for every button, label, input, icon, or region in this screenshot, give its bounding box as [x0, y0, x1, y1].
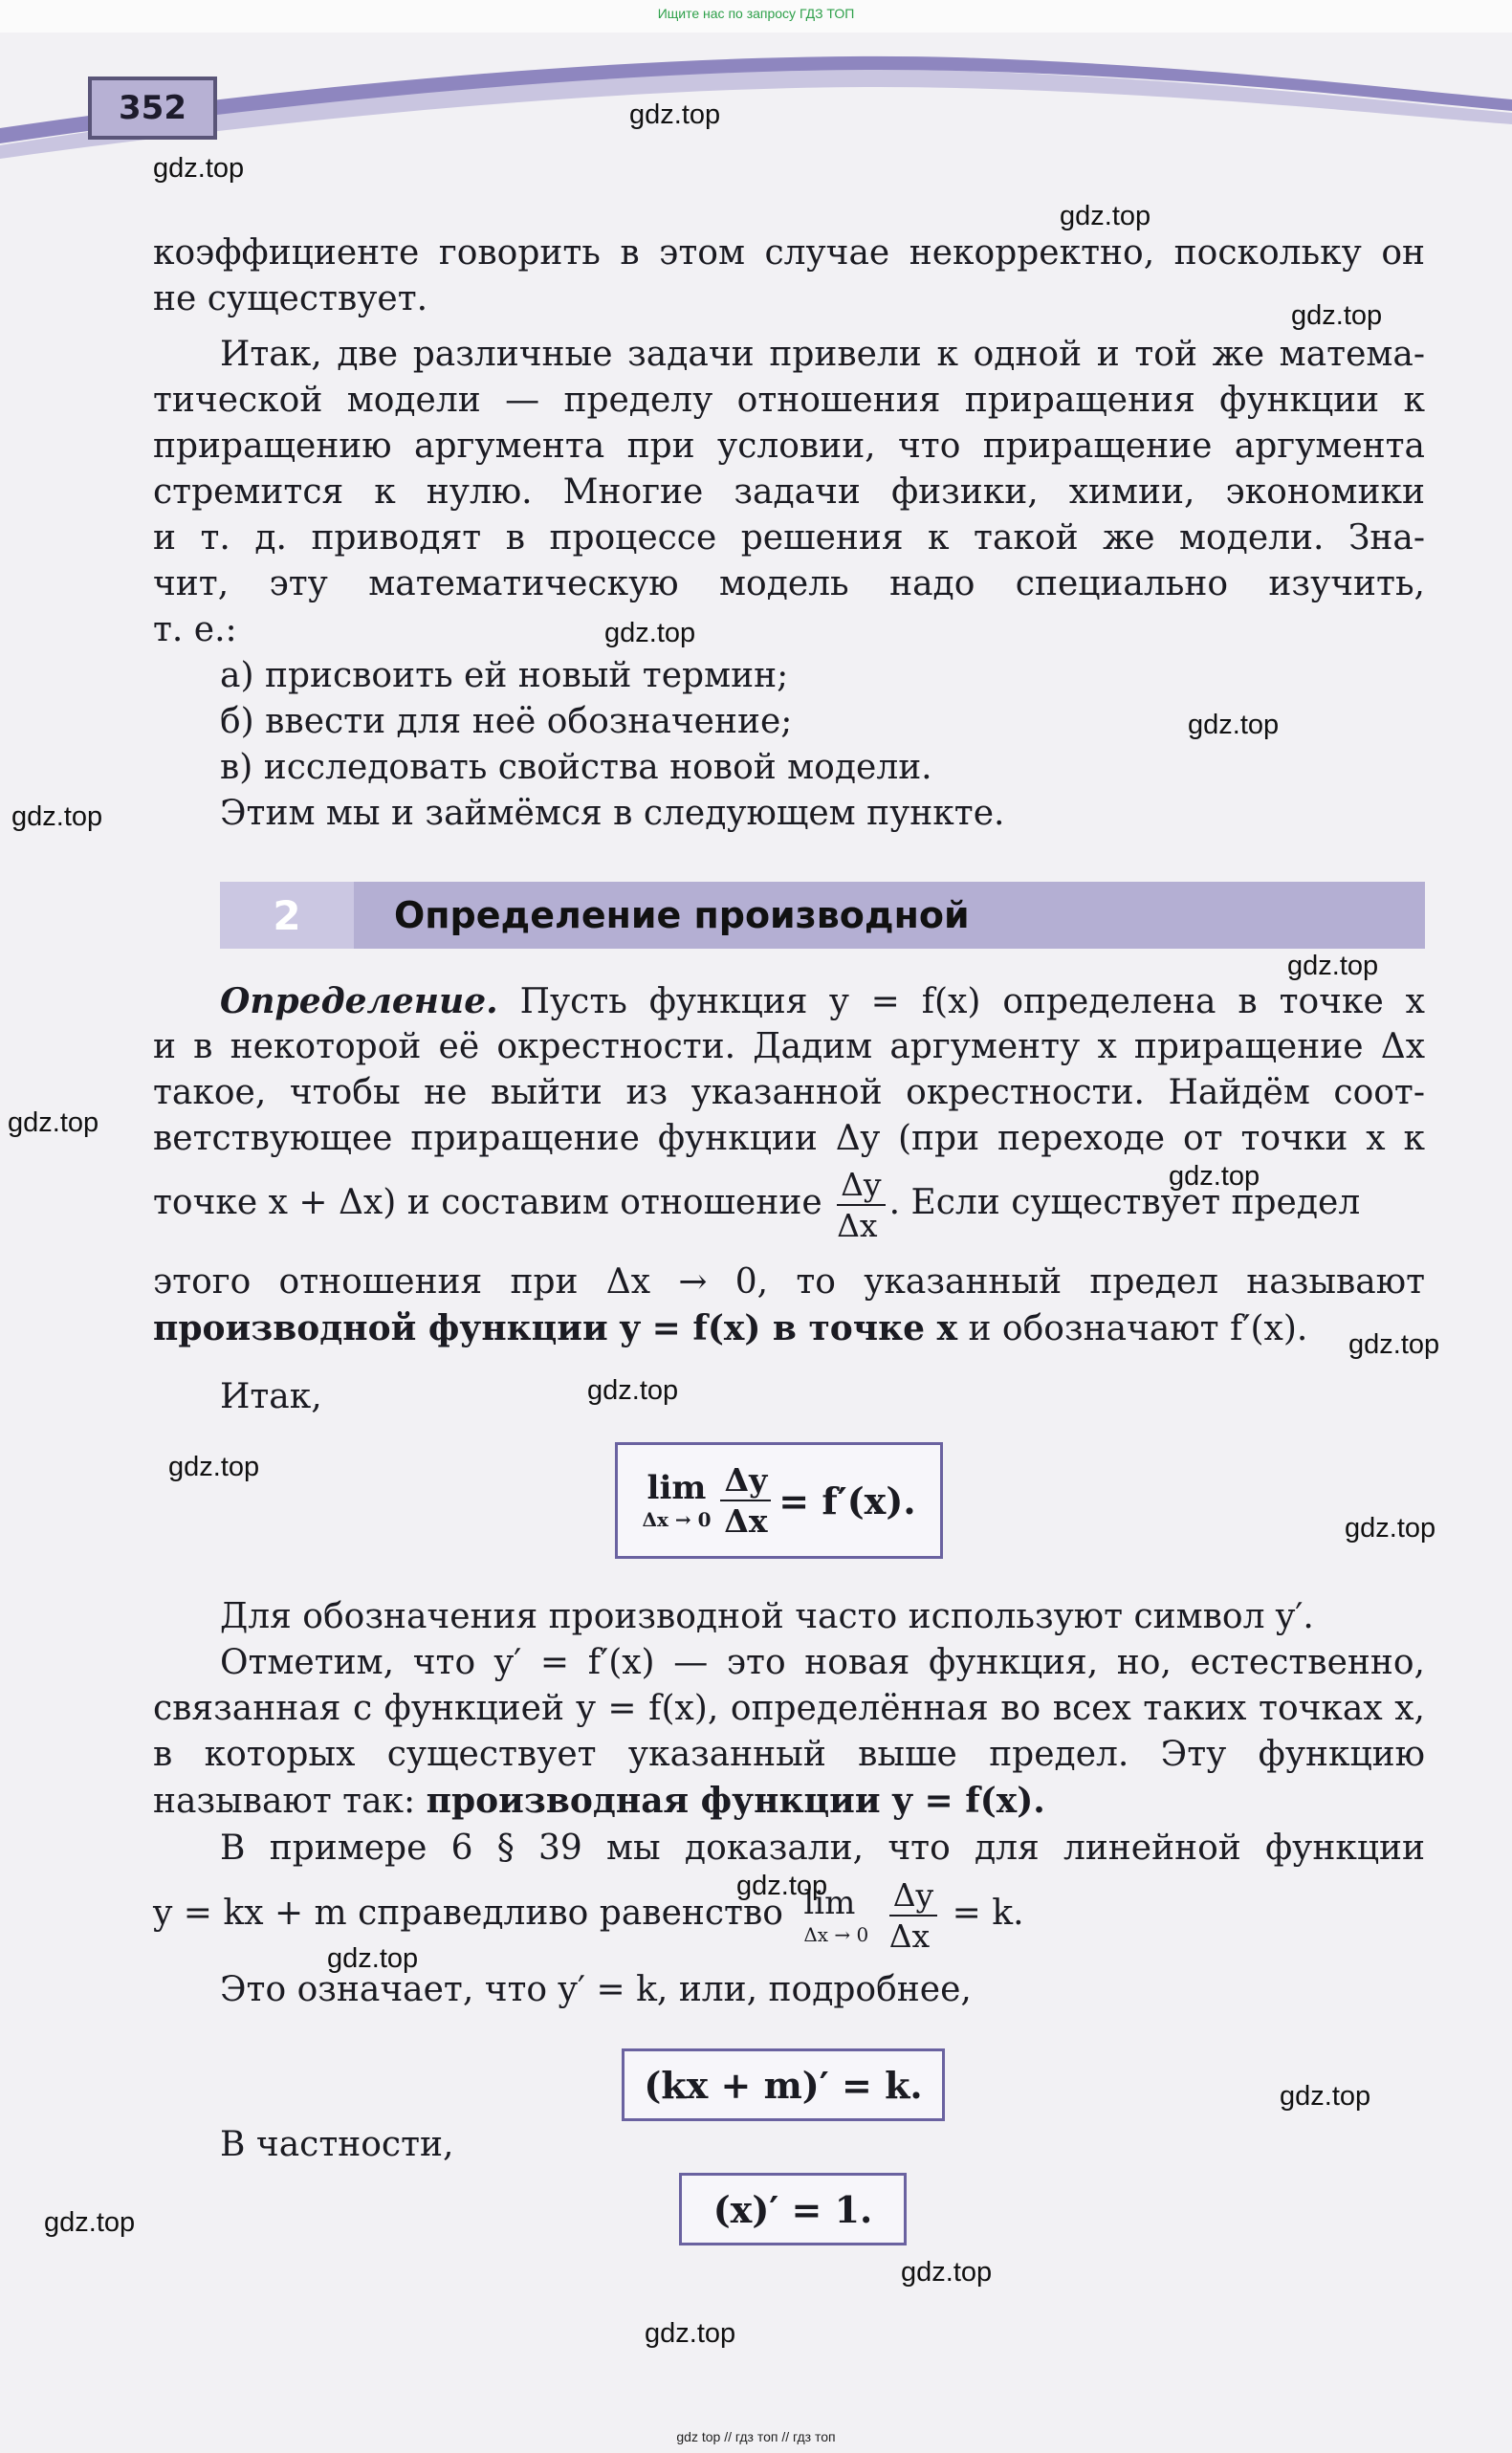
text-line: называют так: производная функции y = f(x). [153, 1781, 1045, 1821]
watermark: gdz.top [168, 1452, 260, 1482]
text-line: т. е.: [153, 610, 237, 649]
list-item: а) присвоить ей новый термин; [220, 656, 789, 695]
text-line: стремится к нулю. Многие задачи физики, химии, экономики [153, 472, 1425, 512]
text-line: связанная с функцией y = f(x), определённая во всех таких точках x, [153, 1689, 1425, 1728]
text-line: и т. д. приводят в процессе решения к такой же модели. Зна- [153, 518, 1425, 558]
definition-line: производной функции y = f(x) в точке x и обозначают f′(x). [153, 1308, 1308, 1348]
list-item: б) ввести для неё обозначение; [220, 702, 793, 741]
formula-box-linear: (kx + m)′ = k. [622, 2048, 945, 2121]
definition-label: Определение. [220, 981, 498, 1021]
watermark: gdz.top [629, 99, 721, 130]
text-line: В частности, [220, 2125, 454, 2164]
top-note: Ищите нас по запросу ГДЗ ТОП [657, 6, 855, 21]
section-number: 2 [220, 882, 354, 949]
watermark: gdz.top [1280, 2081, 1371, 2112]
watermark: gdz.top [8, 1107, 99, 1138]
text-line: Итак, [220, 1377, 322, 1416]
text-line: приращению аргумента при условии, что приращение аргумента [153, 427, 1425, 466]
text-line: Это означает, что y′ = k, или, подробнее, [220, 1970, 972, 2009]
text-line: не существует. [153, 279, 428, 318]
text-line: y = kx + m справедливо равенство lim Δx → 0 $\frac{\Delta y}{\Delta x}$ = k. [153, 1876, 1024, 1955]
fraction-dy-dx: $\frac{\Delta y}{\Delta x}$ [837, 1169, 885, 1241]
watermark: gdz.top [1345, 1513, 1436, 1544]
header-band [0, 33, 1512, 166]
text-line: Отметим, что y′ = f′(x) — это новая функция, но, естественно, [220, 1643, 1425, 1682]
text-line: коэффициенте говорить в этом случае некорректно, поскольку он [153, 233, 1425, 273]
watermark: gdz.top [901, 2257, 993, 2288]
list-item: в) исследовать свойства новой модели. [220, 748, 932, 787]
definition-line: Определение. Пусть функция y = f(x) определена в точке x [220, 981, 1425, 1021]
page-number: 352 [88, 77, 217, 140]
definition-line: такое, чтобы не выйти из указанной окрестности. Найдём соот- [153, 1073, 1425, 1112]
section-title: Определение производной [394, 894, 970, 936]
watermark: gdz.top [44, 2207, 136, 2238]
formula-box-derivative: lim Δx → 0 $\frac{\Delta y}{\Delta x}$ = f′(x). [615, 1442, 943, 1559]
watermark: gdz.top [327, 1943, 419, 1974]
footer-note: gdz top // гдз топ // гдз топ [676, 2429, 836, 2444]
text-line: Для обозначения производной часто используют символ y′. [220, 1597, 1314, 1636]
watermark: gdz.top [736, 1871, 828, 1901]
formula-box-x: (x)′ = 1. [679, 2173, 907, 2245]
watermark: gdz.top [153, 153, 245, 184]
watermark: gdz.top [587, 1375, 679, 1406]
definition-line: и в некоторой её окрестности. Дадим аргументу x приращение Δx [153, 1027, 1425, 1066]
watermark: gdz.top [1348, 1329, 1440, 1360]
watermark: gdz.top [1291, 300, 1383, 331]
text-line: в которых существует указанный выше предел. Эту функцию [153, 1735, 1425, 1774]
text-line: Этим мы и займёмся в следующем пункте. [220, 794, 1005, 833]
text-line: тической модели — пределу отношения приращения функции к [153, 381, 1425, 420]
watermark: gdz.top [604, 618, 696, 648]
watermark: gdz.top [1060, 201, 1151, 231]
text-line: В примере 6 § 39 мы доказали, что для линейной функции [220, 1829, 1425, 1868]
watermark: gdz.top [1169, 1161, 1260, 1192]
text-line: чит, эту математическую модель надо специально изучить, [153, 564, 1425, 603]
definition-line: точке x + Δx) и составим отношение $\frac{\Delta y}{\Delta x}$ . Если существует предел [153, 1166, 1361, 1244]
definition-line: этого отношения при Δx → 0, то указанный предел называют [153, 1262, 1425, 1302]
definition-line: ветствующее приращение функции Δy (при переходе от точки x к [153, 1119, 1425, 1158]
watermark: gdz.top [1188, 710, 1280, 740]
watermark: gdz.top [645, 2318, 736, 2349]
text-line: Итак, две различные задачи привели к одной и той же матема- [220, 335, 1425, 374]
watermark: gdz.top [1287, 951, 1379, 981]
watermark: gdz.top [11, 801, 103, 832]
